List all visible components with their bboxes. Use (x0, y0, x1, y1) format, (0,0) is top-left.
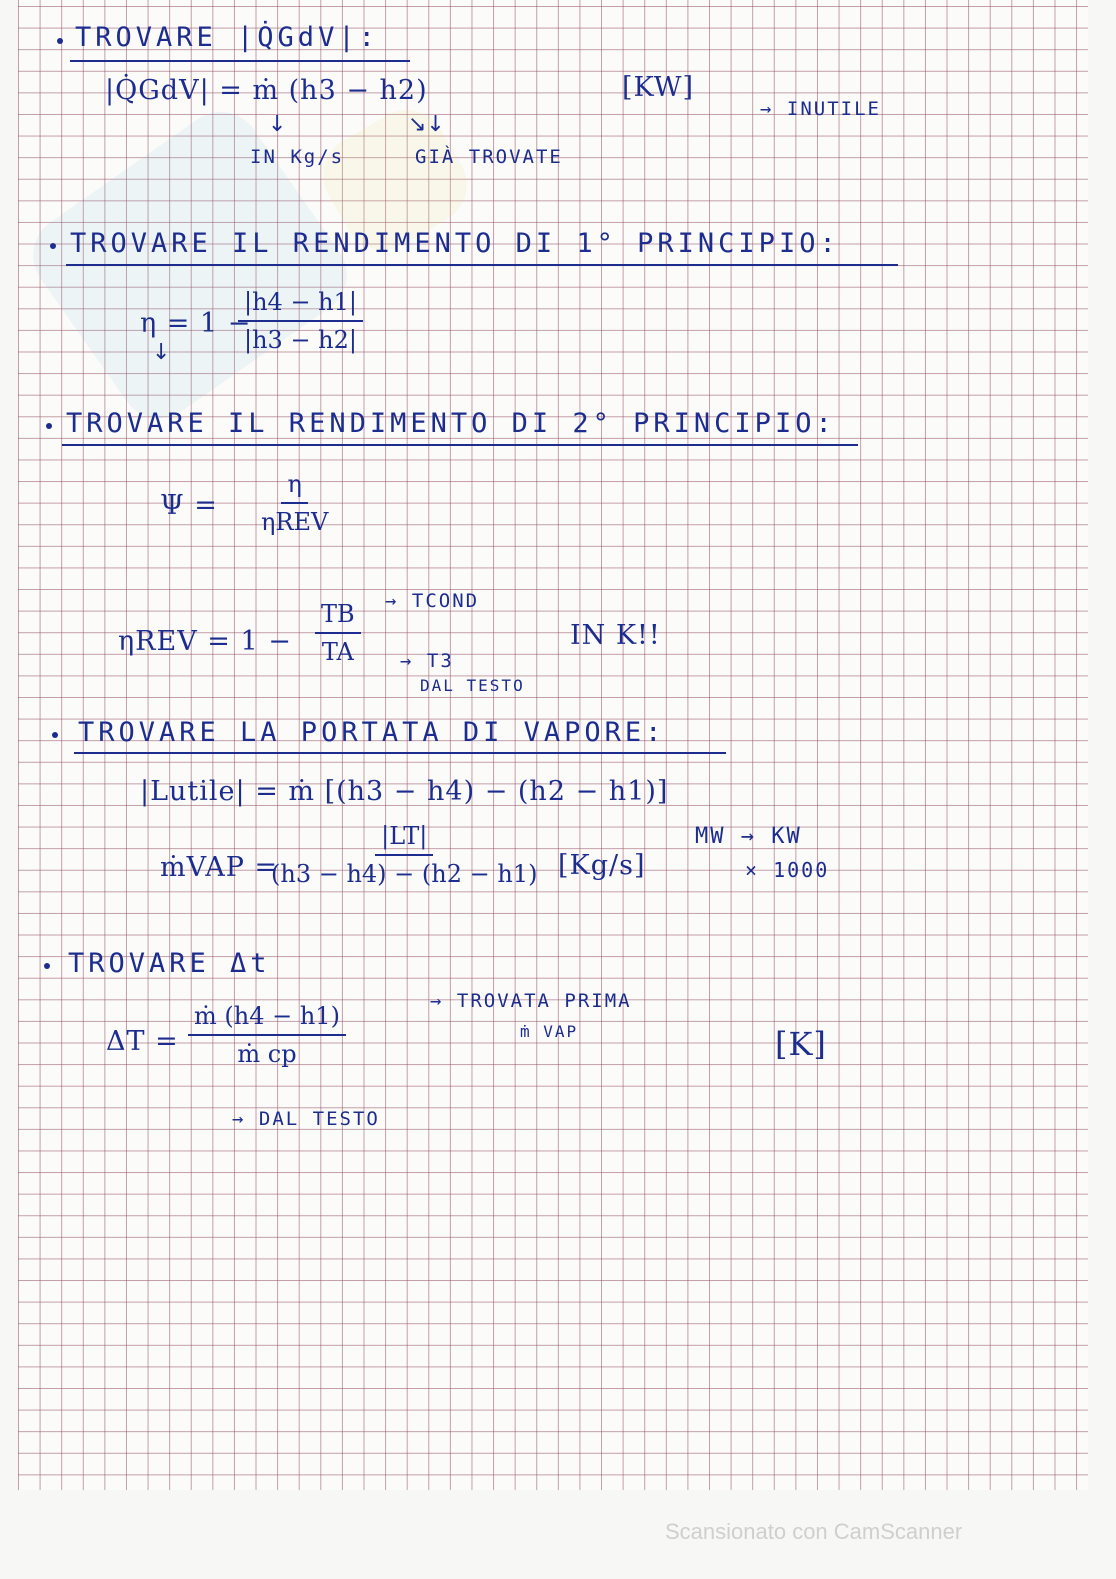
formula-qgdv: |Q̇GdV| = ṁ (h3 − h2) (105, 75, 428, 106)
mvap-numerator: |LT| (375, 822, 433, 856)
bullet (57, 38, 63, 44)
formula-lutile: |Lutile| = ṁ [(h3 − h4) − (h2 − h1)] (140, 776, 669, 807)
unit-kw: [KW] (622, 72, 695, 103)
unit-kgs: [Kg/s] (558, 850, 646, 881)
section-heading-delta-t: TROVARE Δt (68, 948, 271, 979)
eta-rev-prefix: ηREV = 1 − (118, 626, 292, 657)
delta-t-denominator: ṁ cp (237, 1040, 297, 1068)
down-arrow-icon: ↓ (268, 112, 287, 137)
eta-rev-fraction (315, 600, 361, 666)
section-heading-rendimento-1: TROVARE IL RENDIMENTO DI 1° PRINCIPIO: (70, 228, 840, 259)
note-kgs: IN Kg/s (250, 146, 345, 168)
note-trovata-prima: → TROVATA PRIMA (430, 990, 632, 1012)
section-heading-qgdv: TROVARE |Q̇GdV|: (75, 22, 379, 53)
down-arrow-icon: ↓ (152, 340, 171, 365)
note-in-kelvin: IN K!! (570, 620, 661, 651)
eta-rev-denominator: TA (321, 638, 354, 666)
note-inutile: → INUTILE (760, 98, 881, 120)
heading-underline (66, 264, 898, 266)
bullet (50, 243, 56, 249)
unit-kelvin: [K] (775, 1025, 827, 1063)
bullet (52, 732, 58, 738)
note-gia-trovate: GIÀ TROVATE (415, 146, 563, 168)
note-mw-kw: MW → KW (695, 824, 802, 849)
delta-t-fraction (188, 1002, 346, 1068)
eta-prefix: η = 1 − (140, 308, 252, 339)
bullet (46, 423, 52, 429)
down-arrow-icon: ↘↓ (408, 112, 445, 137)
camscanner-footer: Scansionato con CamScanner (665, 1519, 963, 1544)
note-mvap: ṁ VAP (520, 1022, 579, 1041)
bullet (44, 963, 50, 969)
eta-fraction (238, 288, 363, 354)
note-dal-testo-cp: → DAL TESTO (232, 1108, 380, 1130)
mvap-denominator: (h3 − h4) − (h2 − h1) (271, 860, 538, 888)
section-heading-rendimento-2: TROVARE IL RENDIMENTO DI 2° PRINCIPIO: (66, 408, 836, 439)
psi-numerator: η (281, 470, 307, 504)
psi-prefix: Ψ = (160, 490, 218, 521)
eta-denominator: |h3 − h2| (244, 326, 357, 354)
mvap-fraction (265, 822, 543, 888)
eta-numerator: |h4 − h1| (238, 288, 363, 322)
delta-t-prefix: ΔT = (106, 1026, 179, 1057)
heading-underline (74, 752, 726, 754)
section-heading-portata: TROVARE LA PORTATA DI VAPORE: (78, 717, 666, 748)
heading-underline (70, 60, 410, 62)
psi-denominator: ηREV (261, 508, 329, 536)
psi-fraction (255, 470, 334, 536)
eta-rev-numerator: TB (315, 600, 361, 634)
note-tcond: → TCOND (385, 590, 480, 612)
note-times-1000: × 1000 (745, 858, 830, 882)
note-t3: → T3 (400, 650, 454, 672)
heading-underline (62, 444, 858, 446)
mvap-prefix: ṁVAP = (160, 852, 279, 883)
note-dal-testo: DAL TESTO (420, 676, 525, 695)
delta-t-numerator: ṁ (h4 − h1) (188, 1002, 346, 1036)
